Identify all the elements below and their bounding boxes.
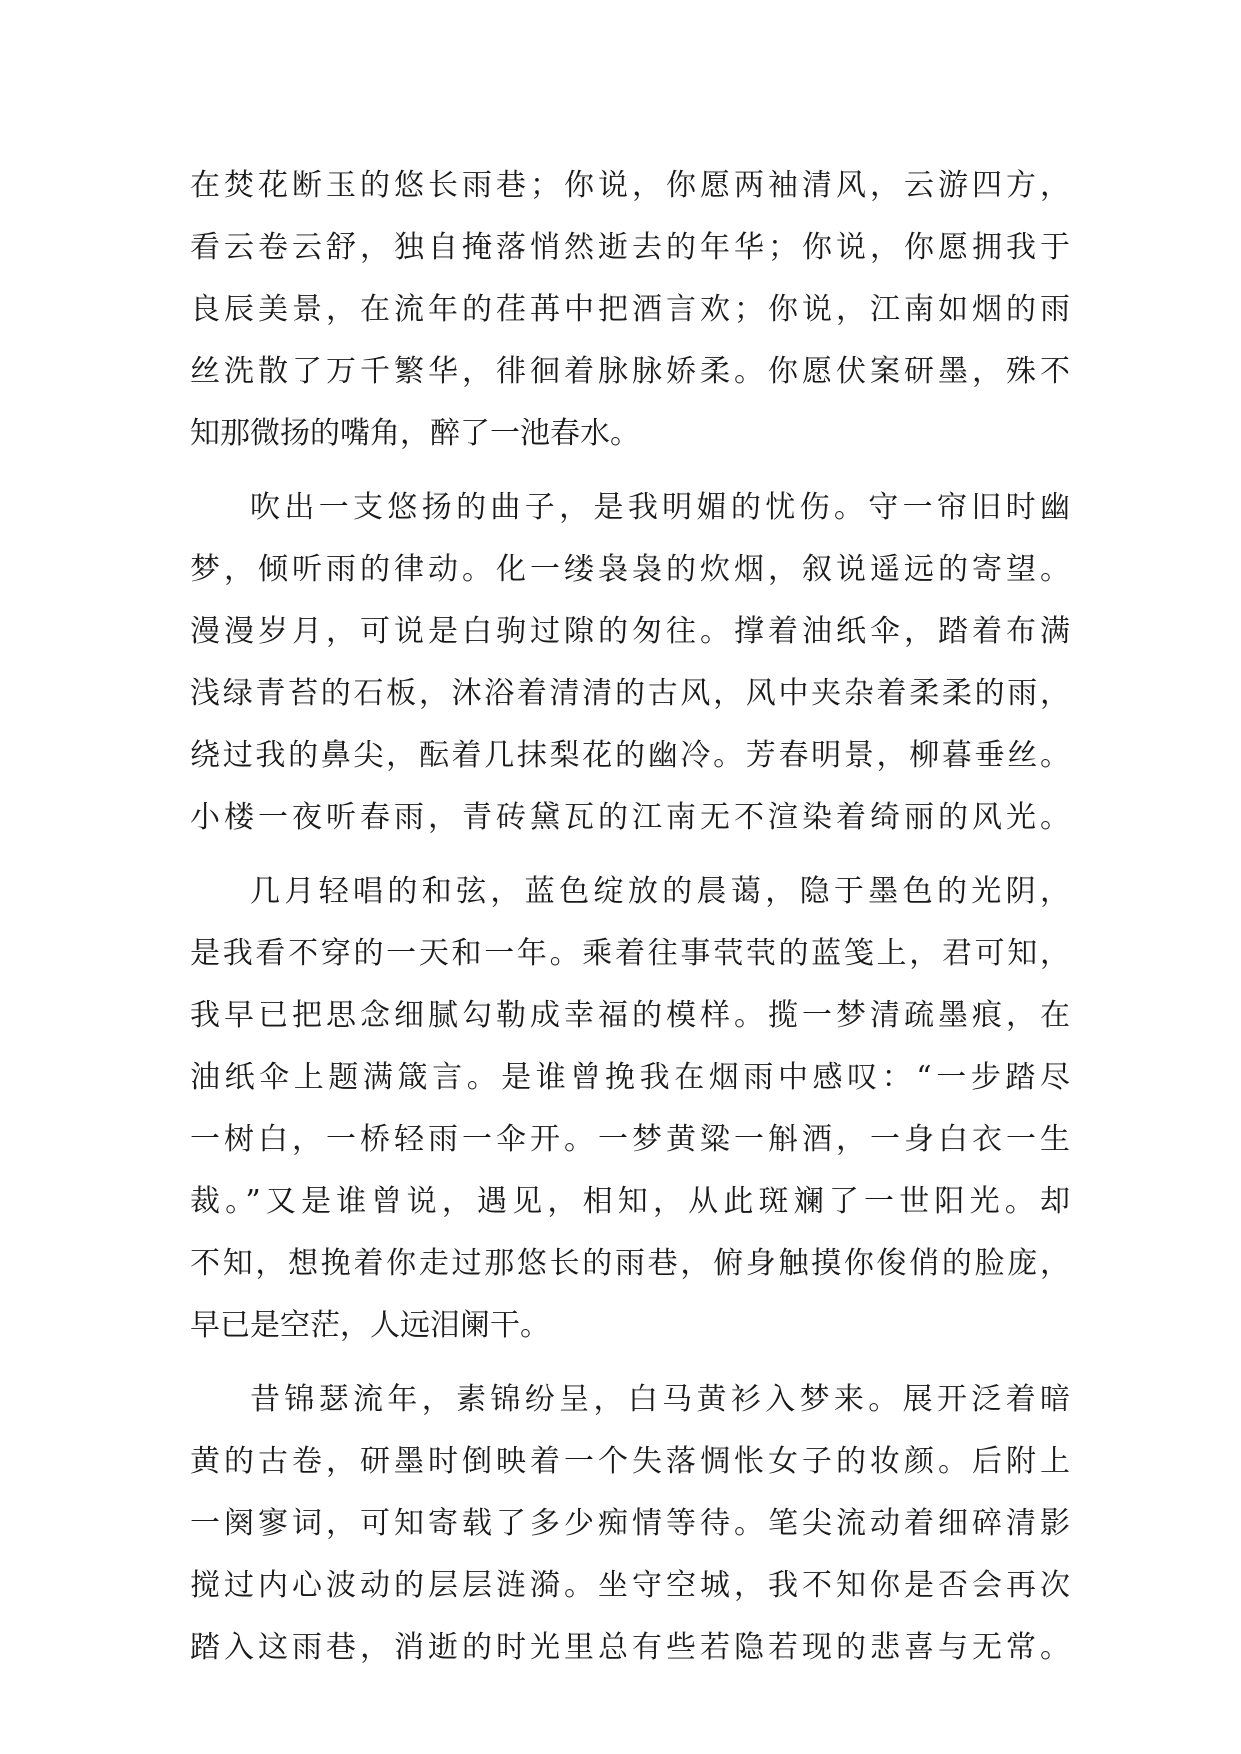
text-line: 浅绿青苔的石板，沐浴着清清的古风，风中夹杂着柔柔的雨，: [190, 676, 1070, 711]
text-line: 黄的古卷，研墨时倒映着一个失落惆怅女子的妆颜。后附上: [190, 1444, 1070, 1479]
paragraph: [190, 861, 1070, 1357]
text-line: 几月轻唱的和弦，蓝色绽放的晨蔼，隐于墨色的光阴，: [250, 874, 1070, 909]
text-line: 一阕寥词，可知寄载了多少痴情等待。笔尖流动着细碎清影: [190, 1506, 1070, 1541]
text-line: 吹出一支悠扬的曲子，是我明媚的忧伤。守一帘旧时幽: [250, 490, 1070, 525]
paragraph: [190, 155, 1070, 465]
paragraph: [190, 1369, 1070, 1679]
text-line: 绕过我的鼻尖，酝着几抹梨花的幽冷。芳春明景，柳暮垂丝。: [190, 738, 1070, 773]
body-text: [190, 155, 1070, 1679]
text-line: 裁。”又是谁曾说，遇见，相知，从此斑斓了一世阳光。却: [190, 1184, 1070, 1219]
text-line: 在焚花断玉的悠长雨巷；你说，你愿两袖清风，云游四方，: [190, 168, 1070, 203]
text-line: 丝洗散了万千繁华，徘徊着脉脉娇柔。你愿伏案研墨，殊不: [190, 354, 1070, 389]
text-line: 漫漫岁月，可说是白驹过隙的匆往。撑着油纸伞，踏着布满: [190, 614, 1070, 649]
text-line: 昔锦瑟流年，素锦纷呈，白马黄衫入梦来。展开泛着暗: [250, 1382, 1070, 1417]
text-line: 踏入这雨巷，消逝的时光里总有些若隐若现的悲喜与无常。: [190, 1630, 1070, 1665]
text-line: 小楼一夜听春雨，青砖黛瓦的江南无不渲染着绮丽的风光。: [190, 800, 1070, 835]
text-line: 看云卷云舒，独自掩落悄然逝去的年华；你说，你愿拥我于: [190, 230, 1070, 265]
text-line: 早已是空茫，人远泪阑干。: [190, 1308, 550, 1343]
text-line: 是我看不穿的一天和一年。乘着往事茕茕的蓝笺上，君可知，: [190, 936, 1070, 971]
paragraph: [190, 477, 1070, 849]
text-line: 搅过内心波动的层层涟漪。坐守空城，我不知你是否会再次: [190, 1568, 1070, 1603]
text-line: 良辰美景，在流年的荏苒中把酒言欢；你说，江南如烟的雨: [190, 292, 1070, 327]
text-line: 一树白，一桥轻雨一伞开。一梦黄粱一斛酒，一身白衣一生: [190, 1122, 1070, 1157]
text-line: 知那微扬的嘴角，醉了一池春水。: [190, 416, 640, 451]
text-line: 油纸伞上题满箴言。是谁曾挽我在烟雨中感叹：“一步踏尽: [190, 1060, 1070, 1095]
text-line: 梦，倾听雨的律动。化一缕袅袅的炊烟，叙说遥远的寄望。: [190, 552, 1070, 587]
text-line: 不知，想挽着你走过那悠长的雨巷，俯身触摸你俊俏的脸庞，: [190, 1246, 1070, 1281]
text-line: 我早已把思念细腻勾勒成幸福的模样。揽一梦清疏墨痕，在: [190, 998, 1070, 1033]
